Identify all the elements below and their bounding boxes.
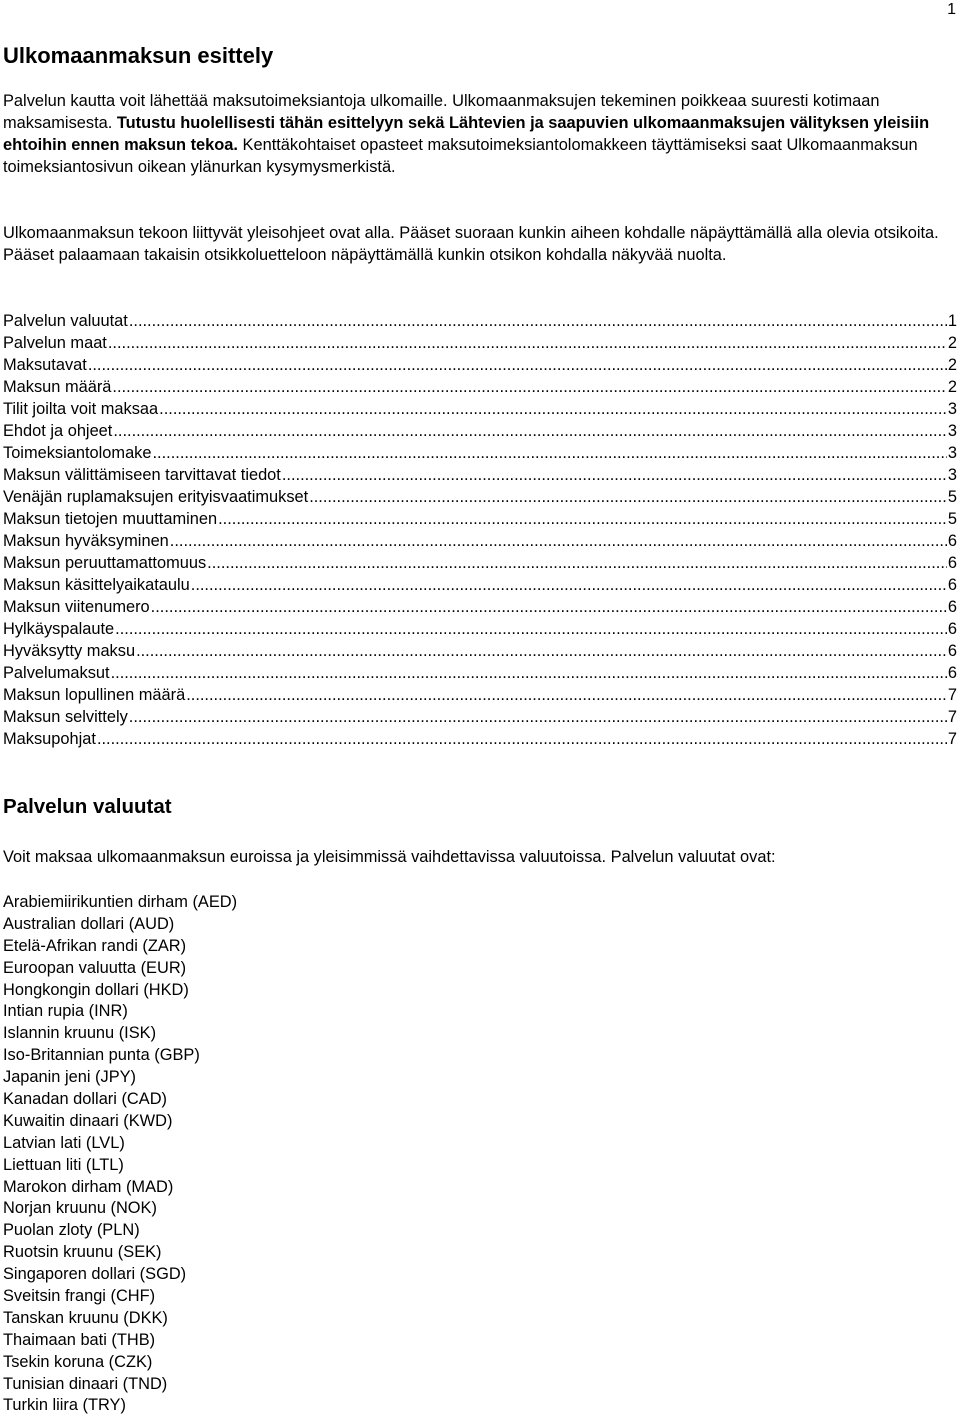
toc-item[interactable] [3,574,957,596]
toc-dot-leader [108,332,947,354]
toc-item[interactable] [3,706,957,728]
toc-dot-leader [88,354,947,376]
toc-item-title[interactable]: Ehdot ja ohjeet [3,422,113,440]
toc-dot-leader [129,310,947,332]
currency-item: Hongkongin dollari (HKD) [3,980,189,999]
currency-item: Tsekin koruna (CZK) [3,1352,153,1371]
currency-item: Latvian lati (LVL) [3,1133,125,1152]
toc-item[interactable] [3,442,957,464]
toc-item-title[interactable]: Toimeksiantolomake [3,444,152,462]
intro-text-1: Palvelun kautta voit lähettää maksutoimeksiantoja ulkomaille. Ulkomaanmaksujen tekeminen poikkeaa suuresti kotimaan maksamisesta. [3,92,880,132]
currency-item: Japanin jeni (JPY) [3,1068,137,1087]
toc-item-page: 5 [947,488,957,506]
currency-item: Iso-Britannian punta (GBP) [3,1046,200,1065]
currency-list [3,891,237,1416]
toc-item-title[interactable]: Hylkäyspalaute [3,620,115,638]
currency-item: Puolan zloty (PLN) [3,1221,140,1240]
toc-item[interactable] [3,508,957,530]
intro-text-2: Kenttäkohtaiset opasteet maksutoimeksiantolomakkeen täyttämiseksi saat Ulkomaanmaksun toimeksiantosivun oikean ylänurkan kysymysmerkistä. [3,136,918,176]
toc-item-title[interactable]: Maksutavat [3,356,87,374]
toc-item-page: 1 [947,312,957,330]
currency-item: Thaimaan bati (THB) [3,1330,156,1349]
toc-item-page: 3 [947,466,957,484]
toc-item-title[interactable]: Maksun käsittelyaikataulu [3,576,190,594]
toc-item-page: 2 [947,334,957,352]
currency-item: Turkin liira (TRY) [3,1396,126,1415]
toc-item-page: 6 [947,554,957,572]
toc-item-title[interactable]: Maksun lopullinen määrä [3,686,186,704]
toc-item-page: 7 [947,730,957,748]
currency-item: Intian rupia (INR) [3,1002,128,1021]
toc-item-page: 6 [947,620,957,638]
toc-item-title[interactable]: Maksun välittämiseen tarvittavat tiedot [3,466,281,484]
toc-dot-leader [136,640,947,662]
toc-item[interactable] [3,464,957,486]
toc-item-title[interactable]: Maksun hyväksyminen [3,532,169,550]
currency-item: Kanadan dollari (CAD) [3,1090,167,1109]
toc-dot-leader [159,398,947,420]
toc-item[interactable] [3,332,957,354]
toc-item[interactable] [3,684,957,706]
currency-item: Marokon dirham (MAD) [3,1177,174,1196]
toc-item[interactable] [3,618,957,640]
toc-item[interactable] [3,354,957,376]
toc-item-title[interactable]: Venäjän ruplamaksujen erityisvaatimukset [3,488,309,506]
toc-dot-leader [153,442,947,464]
currency-item: Kuwaitin dinaari (KWD) [3,1111,173,1130]
currency-item: Sveitsin frangi (CHF) [3,1287,156,1306]
currency-item: Ruotsin kruunu (SEK) [3,1243,162,1262]
currency-item: Etelä-Afrikan randi (ZAR) [3,936,187,955]
currency-item: Tunisian dinaari (TND) [3,1374,168,1393]
instructions-paragraph: Ulkomaanmaksun tekoon liittyvät yleisohjeet ovat alla. Pääset suoraan kunkin aiheen kohdalle näpäyttämällä alla olevia otsikoita. Pääset palaamaan takaisin otsikkoluetteloon näpäyttämällä kunkin otsikon kohdalla näkyvää nuolta. [3,224,939,264]
toc-item-title[interactable]: Hyväksytty maksu [3,642,136,660]
table-of-contents [3,310,957,750]
toc-item-title[interactable]: Maksun peruuttamattomuus [3,554,207,572]
toc-dot-leader [129,706,947,728]
currency-item: Euroopan valuutta (EUR) [3,958,187,977]
toc-item-page: 7 [947,686,957,704]
toc-item[interactable] [3,310,957,332]
page-title: Ulkomaanmaksun esittely [3,43,274,68]
toc-dot-leader [191,574,947,596]
toc-item-page: 3 [947,422,957,440]
toc-dot-leader [186,684,947,706]
toc-item[interactable] [3,662,957,684]
toc-dot-leader [97,728,947,750]
section-title: Palvelun valuutat [3,795,172,818]
toc-item[interactable] [3,596,957,618]
toc-item-page: 6 [947,664,957,682]
toc-item[interactable] [3,420,957,442]
toc-item-page: 2 [947,356,957,374]
toc-item[interactable] [3,640,957,662]
toc-dot-leader [112,376,946,398]
toc-item-page: 6 [947,642,957,660]
page-number: 1 [947,1,956,18]
toc-dot-leader [170,530,947,552]
toc-item[interactable] [3,376,957,398]
toc-item-title[interactable]: Tilit joilta voit maksaa [3,400,159,418]
currency-item: Islannin kruunu (ISK) [3,1024,157,1043]
currency-item: Tanskan kruunu (DKK) [3,1308,168,1327]
toc-item-page: 6 [947,598,957,616]
toc-item-title[interactable]: Maksun viitenumero [3,598,150,616]
section-paragraph: Voit maksaa ulkomaanmaksun euroissa ja yleisimmissä vaihdettavissa valuutoissa. Palvelun valuutat ovat: [3,848,776,866]
toc-item-page: 7 [947,708,957,726]
toc-item[interactable] [3,486,957,508]
currency-item: Liettuan liti (LTL) [3,1155,124,1174]
toc-item-title[interactable]: Palvelumaksut [3,664,110,682]
intro-paragraph [3,90,953,178]
toc-item-title[interactable]: Maksun selvittely [3,708,128,726]
toc-item-page: 3 [947,444,957,462]
intro-bold-text: Tutustu huolellisesti tähän esittelyyn sekä Lähtevien ja saapuvien ulkomaanmaksujen välityksen yleisiin ehtoihin ennen maksun tekoa. [3,114,930,154]
toc-item-title[interactable]: Maksun tietojen muuttaminen [3,510,218,528]
currency-item: Norjan kruunu (NOK) [3,1199,157,1218]
toc-item-title[interactable]: Palvelun maat [3,334,107,352]
toc-item-page: 2 [947,378,957,396]
toc-item[interactable] [3,398,957,420]
toc-dot-leader [207,552,947,574]
toc-item-title[interactable]: Palvelun valuutat [3,312,128,330]
toc-item-title[interactable]: Maksupohjat [3,730,96,748]
toc-item-page: 3 [947,400,957,418]
toc-dot-leader [309,486,947,508]
toc-item-page: 6 [947,532,957,550]
toc-dot-leader [115,618,947,640]
toc-item-title[interactable]: Maksun määrä [3,378,112,396]
currency-item: Singaporen dollari (SGD) [3,1265,187,1284]
toc-item-page: 6 [947,576,957,594]
toc-dot-leader [218,508,947,530]
toc-dot-leader [111,662,947,684]
currency-item: Arabiemiirikuntien dirham (AED) [3,893,238,911]
toc-item[interactable] [3,552,957,574]
toc-item[interactable] [3,728,957,750]
toc-dot-leader [151,596,947,618]
currency-item: Australian dollari (AUD) [3,914,175,933]
toc-item-page: 5 [947,510,957,528]
toc-item[interactable] [3,530,957,552]
toc-dot-leader [113,420,947,442]
toc-dot-leader [282,464,947,486]
